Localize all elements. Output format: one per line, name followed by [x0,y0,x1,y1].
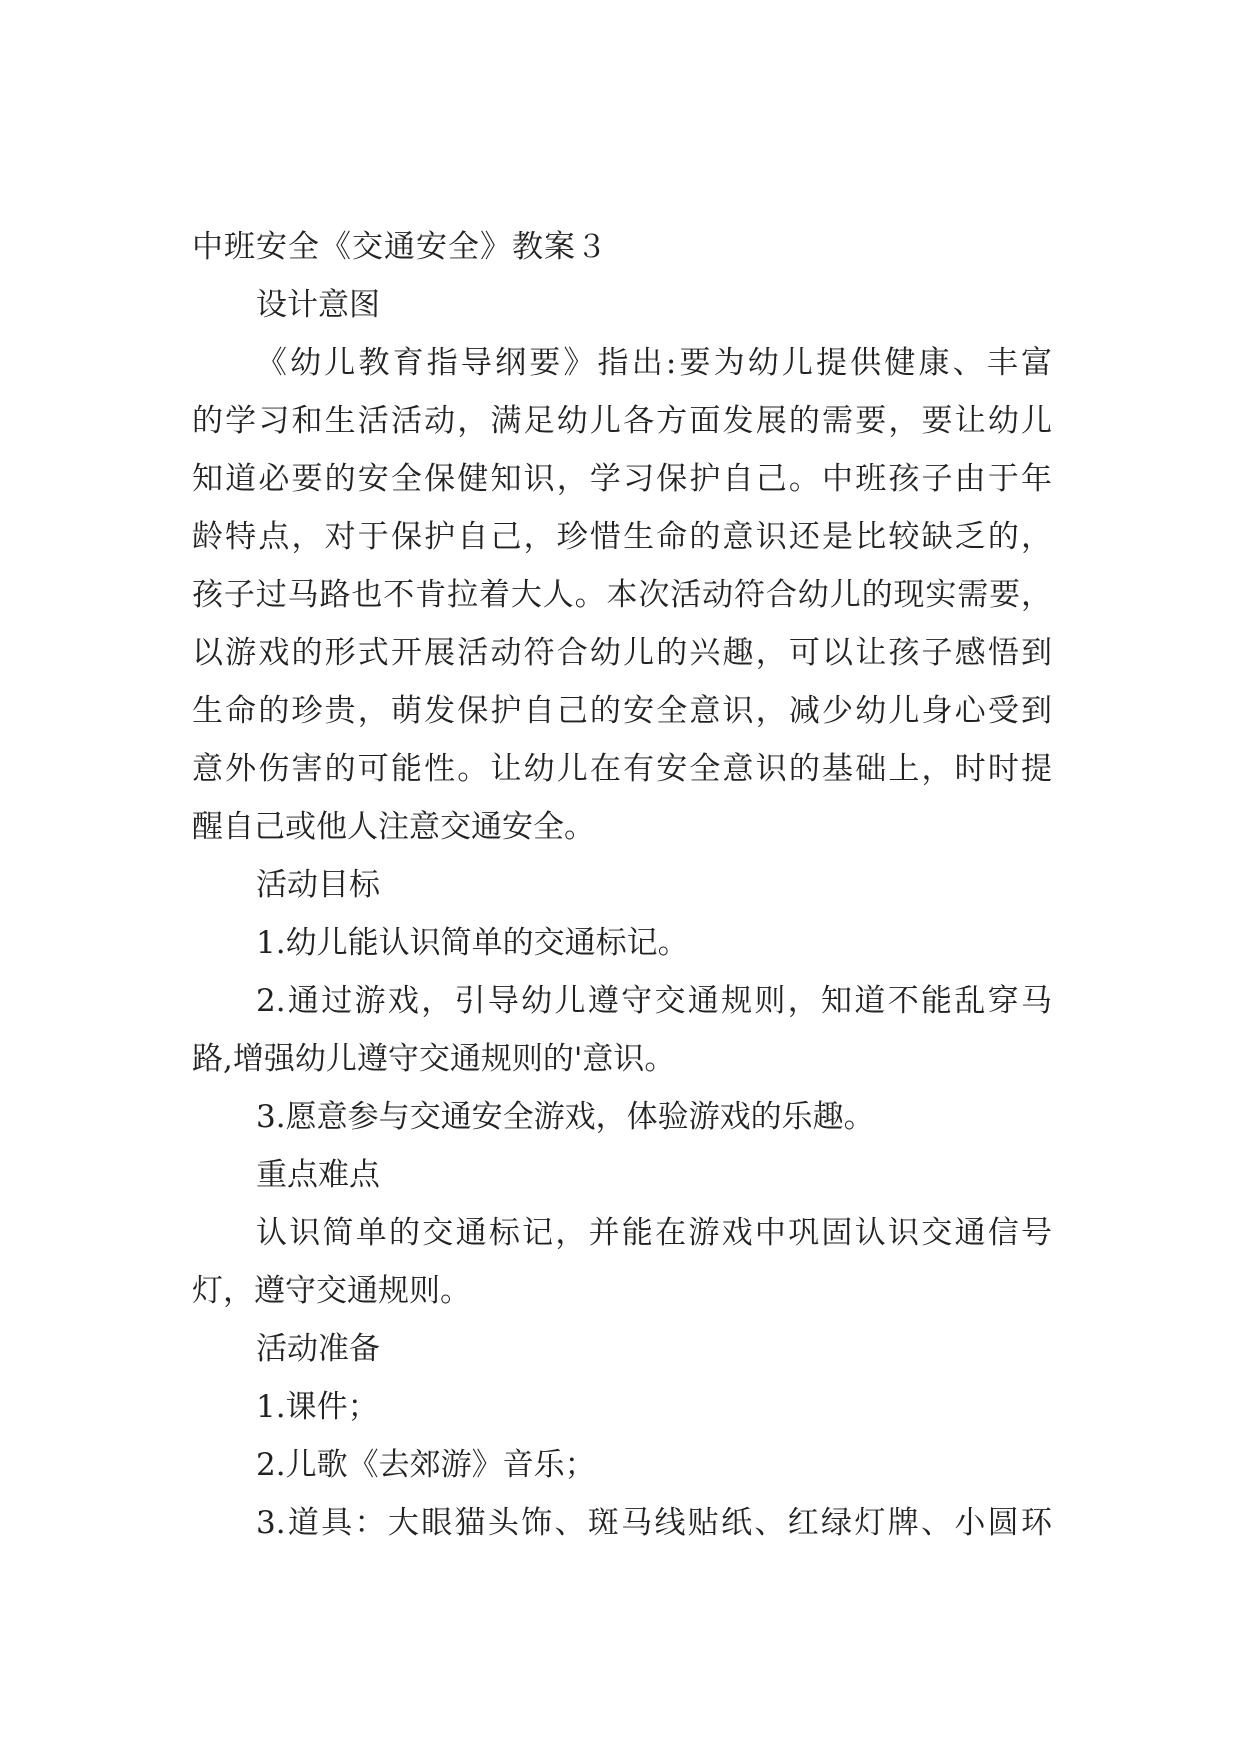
design-paragraph-line: 以游戏的形式开展活动符合幼儿的兴趣，可以让孩子感悟到 [192,635,1052,671]
preparation-item-3: 3.道具：大眼猫头饰、斑马线贴纸、红绿灯牌、小圆环 [256,1505,1052,1541]
design-paragraph-line: 知道必要的安全保健知识，学习保护自己。中班孩子由于年 [192,461,1052,497]
design-paragraph-line: 意外伤害的可能性。让幼儿在有安全意识的基础上，时时提 [192,751,1052,787]
design-paragraph-line: 孩子过马路也不肯拉着大人。本次活动符合幼儿的现实需要， [192,577,1052,613]
preparation-heading: 活动准备 [256,1331,380,1367]
design-paragraph-line: 龄特点，对于保护自己，珍惜生命的意识还是比较缺乏的， [192,519,1052,555]
goal-item-3: 3.愿意参与交通安全游戏，体验游戏的乐趣。 [256,1099,875,1135]
design-paragraph-line: 醒自己或他人注意交通安全。 [192,809,595,845]
key-points-line: 灯，遵守交通规则。 [192,1273,471,1309]
goal-item-2-continued: 路,增强幼儿遵守交通规则的'意识。 [192,1041,676,1077]
design-paragraph-line: 《幼儿教育指导纲要》指出:要为幼儿提供健康、丰富 [256,345,1052,381]
key-points-line: 认识简单的交通标记，并能在游戏中巩固认识交通信号 [256,1215,1052,1251]
design-heading: 设计意图 [256,287,380,323]
goal-item-2: 2.通过游戏，引导幼儿遵守交通规则，知道不能乱穿马 [256,983,1052,1019]
goal-item-1: 1.幼儿能认识简单的交通标记。 [256,925,689,961]
design-paragraph-line: 生命的珍贵，萌发保护自己的安全意识，减少幼儿身心受到 [192,693,1052,729]
preparation-item-1: 1.课件； [256,1389,379,1425]
document-title: 中班安全《交通安全》教案３ [192,229,608,265]
goals-heading: 活动目标 [256,867,380,903]
key-points-heading: 重点难点 [256,1157,380,1193]
design-paragraph-line: 的学习和生活活动，满足幼儿各方面发展的需要，要让幼儿 [192,403,1052,439]
preparation-item-2: 2.儿歌《去郊游》音乐； [256,1447,596,1483]
document-body [192,218,1052,1552]
